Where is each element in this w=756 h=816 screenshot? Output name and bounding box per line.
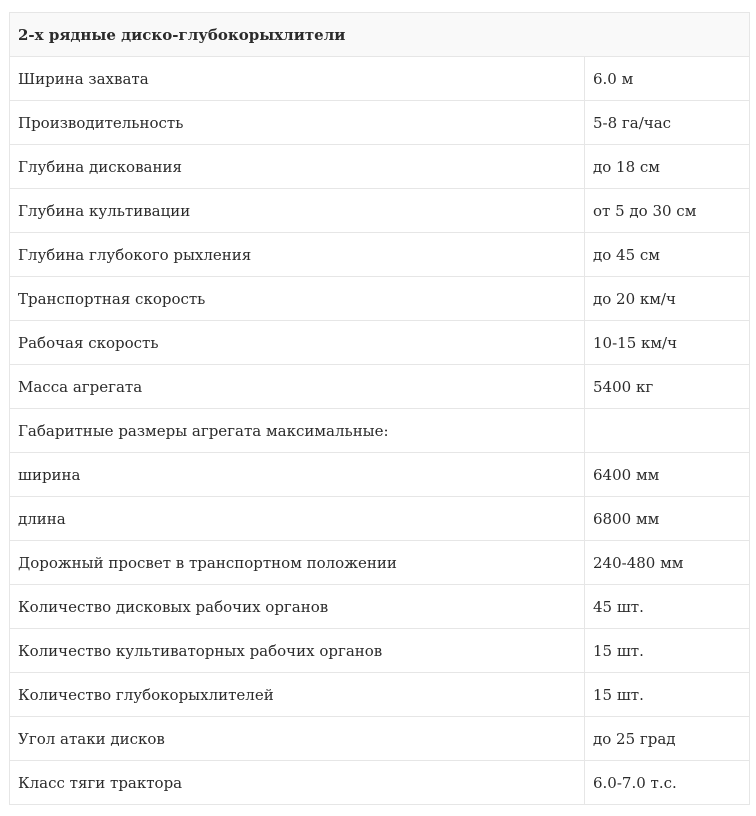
row-value: до 45 см (585, 233, 750, 277)
row-value: 5-8 га/час (585, 101, 750, 145)
row-label: Дорожный просвет в транспортном положении (10, 541, 585, 585)
table-row (10, 497, 750, 541)
row-label: Габаритные размеры агрегата максимальные: (10, 409, 585, 453)
row-label: ширина (10, 453, 585, 497)
row-value: 10-15 км/ч (585, 321, 750, 365)
table-row (10, 717, 750, 761)
row-value: 15 шт. (585, 673, 750, 717)
row-label: Ширина захвата (10, 57, 585, 101)
table-row (10, 541, 750, 585)
row-value: 6.0-7.0 т.с. (585, 761, 750, 805)
row-label: Количество глубокорыхлителей (10, 673, 585, 717)
row-value: 15 шт. (585, 629, 750, 673)
row-label: длина (10, 497, 585, 541)
row-value (585, 409, 750, 453)
row-label: Транспортная скорость (10, 277, 585, 321)
table-row (10, 409, 750, 453)
table-row (10, 365, 750, 409)
table-row (10, 629, 750, 673)
row-label: Класс тяги трактора (10, 761, 585, 805)
row-label: Производительность (10, 101, 585, 145)
specs-table (9, 12, 750, 805)
row-label: Количество культиваторных рабочих органов (10, 629, 585, 673)
table-row (10, 277, 750, 321)
row-label: Глубина глубокого рыхления (10, 233, 585, 277)
row-value: от 5 до 30 см (585, 189, 750, 233)
table-row (10, 189, 750, 233)
table-row (10, 145, 750, 189)
row-value: до 20 км/ч (585, 277, 750, 321)
row-value: 5400 кг (585, 365, 750, 409)
row-label: Глубина культивации (10, 189, 585, 233)
row-value: 6800 мм (585, 497, 750, 541)
specs-table-body (10, 13, 750, 805)
row-value: 6.0 м (585, 57, 750, 101)
table-row (10, 761, 750, 805)
row-value: 240-480 мм (585, 541, 750, 585)
table-row (10, 453, 750, 497)
table-row (10, 233, 750, 277)
table-row (10, 321, 750, 365)
row-label: Угол атаки дисков (10, 717, 585, 761)
row-value: 45 шт. (585, 585, 750, 629)
table-title: 2-х рядные диско-глубокорыхлители (10, 13, 750, 57)
row-value: до 25 град (585, 717, 750, 761)
row-label: Рабочая скорость (10, 321, 585, 365)
table-header-row (10, 13, 750, 57)
row-value: до 18 см (585, 145, 750, 189)
row-label: Масса агрегата (10, 365, 585, 409)
row-label: Глубина дискования (10, 145, 585, 189)
table-row (10, 673, 750, 717)
row-value: 6400 мм (585, 453, 750, 497)
table-row (10, 57, 750, 101)
table-row (10, 101, 750, 145)
table-row (10, 585, 750, 629)
row-label: Количество дисковых рабочих органов (10, 585, 585, 629)
